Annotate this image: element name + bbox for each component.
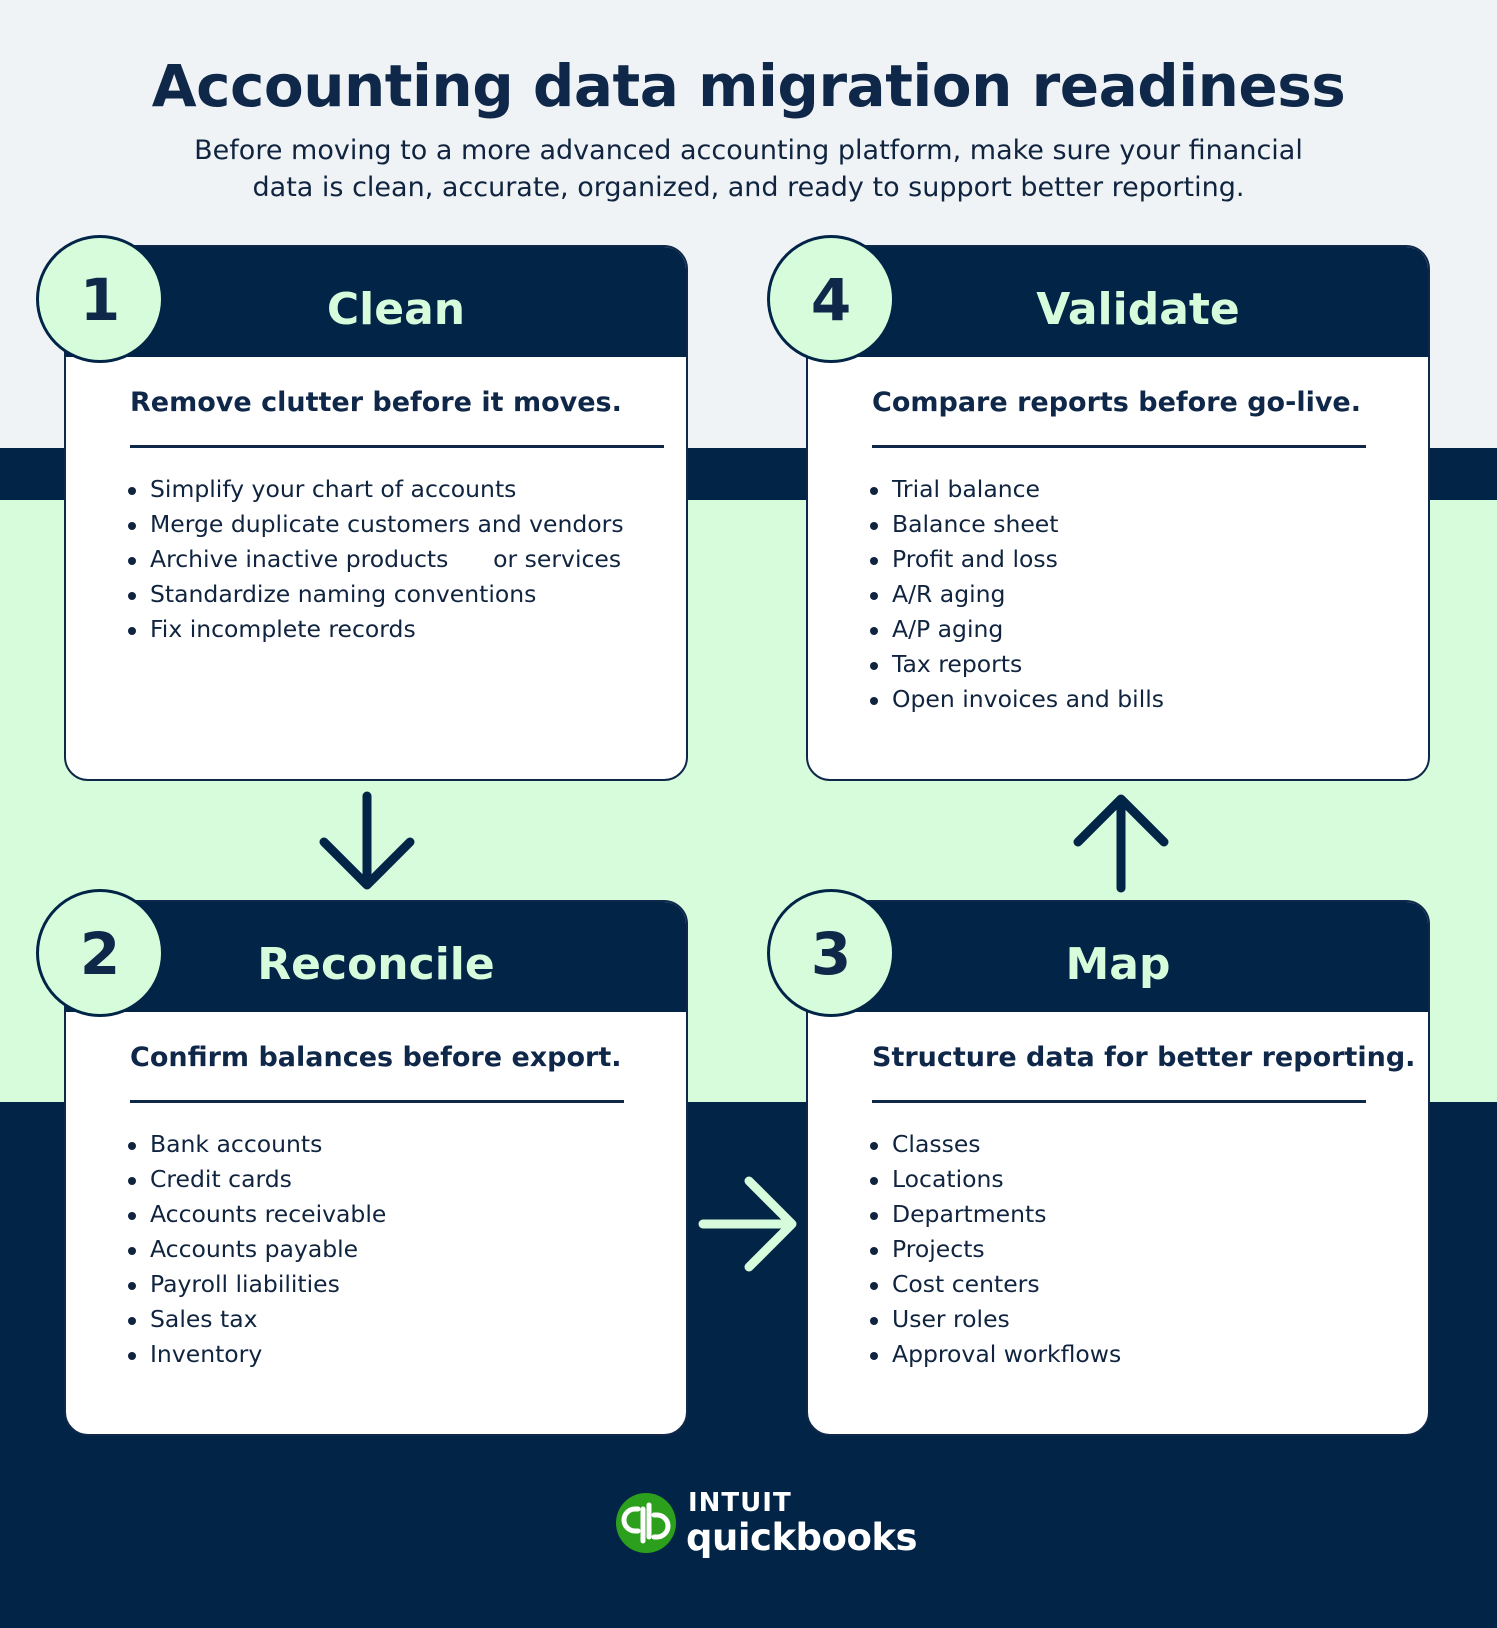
card-title: Validate <box>1036 284 1240 335</box>
step-card-validate <box>806 245 1430 781</box>
list-item: Bank accounts <box>150 1127 386 1162</box>
step-number-badge: 1 <box>36 235 164 363</box>
list-item: Approval workflows <box>892 1337 1121 1372</box>
list-item: Projects <box>892 1232 1121 1267</box>
list-item: Profit and loss <box>892 542 1164 577</box>
logo-brand: INTUIT <box>688 1488 792 1518</box>
list-item: User roles <box>892 1302 1121 1337</box>
list-item: Open invoices and bills <box>892 682 1164 717</box>
logo-product: quickbooks <box>686 1516 918 1559</box>
step-number-badge: 4 <box>767 235 895 363</box>
page-subtitle: Before moving to a more advanced accounting platform, make sure your financial data is clean, accurate, organized, and ready to support better reporting. <box>194 135 1303 203</box>
card-heading: Confirm balances before export. <box>130 1042 622 1073</box>
list-item: Merge duplicate customers and vendors <box>150 507 624 542</box>
list-item: Credit cards <box>150 1162 386 1197</box>
card-divider <box>872 445 1366 448</box>
card-title: Clean <box>326 284 466 335</box>
list-item: Archive inactive products or services <box>150 542 624 577</box>
list-item: Standardize naming conventions <box>150 577 624 612</box>
list-item: Sales tax <box>150 1302 386 1337</box>
list-item: A/P aging <box>892 612 1164 647</box>
list-item: Departments <box>892 1197 1121 1232</box>
card-list <box>130 1127 386 1372</box>
list-item: Locations <box>892 1162 1121 1197</box>
card-list <box>130 472 624 647</box>
card-list <box>872 472 1164 717</box>
list-item: Inventory <box>150 1337 386 1372</box>
card-list <box>872 1127 1121 1372</box>
card-heading: Structure data for better reporting. <box>872 1042 1416 1073</box>
list-item: A/R aging <box>892 577 1164 612</box>
step-card-map <box>806 900 1430 1436</box>
quickbooks-logo-icon <box>616 1493 676 1553</box>
list-item: Trial balance <box>892 472 1164 507</box>
list-item: Balance sheet <box>892 507 1164 542</box>
arrow-right-icon <box>697 1172 801 1276</box>
card-divider <box>130 1100 624 1103</box>
card-divider <box>872 1100 1366 1103</box>
list-item: Tax reports <box>892 647 1164 682</box>
card-heading: Compare reports before go-live. <box>872 387 1361 418</box>
arrow-down-icon <box>312 790 422 894</box>
arrow-up-icon <box>1066 790 1176 894</box>
list-item: Accounts receivable <box>150 1197 386 1232</box>
card-divider <box>130 445 664 448</box>
card-title: Map <box>1065 939 1171 990</box>
step-number-badge: 3 <box>767 889 895 1017</box>
list-item: Cost centers <box>892 1267 1121 1302</box>
card-heading: Remove clutter before it moves. <box>130 387 622 418</box>
list-item: Fix incomplete records <box>150 612 624 647</box>
step-number-badge: 2 <box>36 889 164 1017</box>
list-item: Accounts payable <box>150 1232 386 1267</box>
quickbooks-logo <box>616 1488 918 1560</box>
list-item: Payroll liabilities <box>150 1267 386 1302</box>
list-item: Simplify your chart of accounts <box>150 472 624 507</box>
page-title: Accounting data migration readiness <box>151 52 1346 120</box>
list-item: Classes <box>892 1127 1121 1162</box>
card-title: Reconcile <box>257 939 495 990</box>
